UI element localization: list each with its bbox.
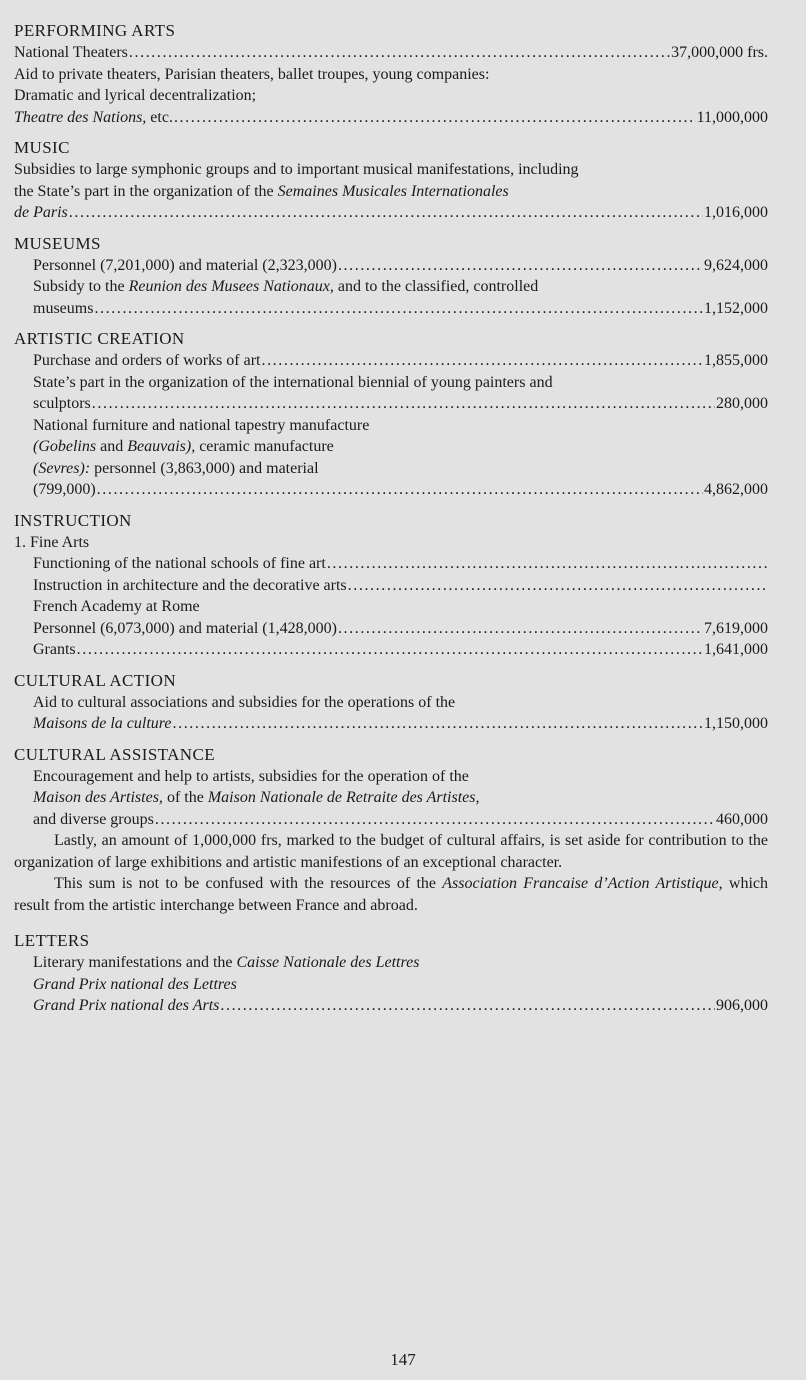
italic-text: Reunion des Musees Nationaux: [128, 278, 330, 295]
line-amount: 1,016,000: [704, 204, 768, 221]
dot-leader: [155, 809, 715, 831]
text-line: Subsidies to large symphonic groups and to important musical manifestations, including: [14, 161, 579, 178]
line-amount: 1,641,000: [704, 641, 768, 658]
dot-leader: [261, 350, 703, 372]
line-amount: 7,619,000: [704, 619, 768, 637]
section-letters: [14, 930, 768, 1017]
text-line: Aid to cultural associations and subsidies for the operations of the: [33, 693, 456, 711]
line-label: de Paris: [14, 204, 68, 221]
line-label: Instruction in architecture and the decorative arts: [33, 576, 347, 594]
plain-text: Subsidy to the: [33, 278, 129, 295]
plain-text: personnel (3,863,000) and material: [90, 459, 319, 477]
line-label: Grand Prix national des Arts: [33, 997, 220, 1014]
budget-line-music: [14, 202, 768, 224]
line-amount: 1,855,000: [704, 352, 768, 369]
line-label: Personnel (6,073,000) and material (1,428,000): [33, 619, 337, 637]
italic-text: Caisse Nationale des Lettres: [236, 954, 420, 971]
dot-leader: [173, 713, 704, 735]
italic-text: Beauvais),: [127, 438, 196, 455]
section-heading: INSTRUCTION: [14, 510, 132, 530]
plain-text: and: [96, 438, 128, 455]
dot-leader: [327, 553, 767, 575]
budget-line-sculptors: [14, 393, 768, 415]
text-line: Encouragement and help to artists, subsidies for the operation of the: [33, 767, 469, 785]
section-performing-arts: [14, 20, 768, 128]
section-cultural-action: [14, 670, 768, 735]
italic-text: (Gobelins: [33, 438, 97, 455]
dot-leader: [77, 639, 703, 661]
line-amount: 460,000: [716, 810, 768, 828]
plain-text: Literary manifestations and the: [33, 954, 237, 971]
line-amount: 280,000: [716, 395, 768, 412]
plain-text: the State’s part in the organization of the: [14, 182, 278, 200]
line-label: Grants: [33, 641, 76, 658]
dot-leader: [129, 42, 670, 64]
dot-leader: [97, 479, 703, 501]
budget-line-functioning: [14, 553, 768, 575]
line-amount: 4,862,000: [704, 481, 768, 498]
section-music: [14, 137, 768, 224]
paragraph-exhibitions: Lastly, an amount of 1,000,000 frs, marked to the budget of cultural affairs, is set aside for contribution to the organization of large exhibitions and artistic manifestions of an exceptional character.: [14, 832, 768, 871]
text-line: [14, 436, 768, 458]
budget-line-museum-personnel: [14, 255, 768, 277]
plain-text: of the: [162, 789, 208, 806]
section-heading: PERFORMING ARTS: [14, 21, 176, 40]
dot-leader: [69, 202, 703, 224]
italic-text: Association Francaise d’Action Artistique,: [442, 875, 723, 892]
budget-line-grants: [14, 639, 768, 661]
page-number: 147: [390, 1350, 416, 1369]
text-line: [14, 181, 768, 203]
line-amount: 11,000,000: [696, 108, 768, 126]
italic-text: (Sevres):: [33, 459, 91, 477]
budget-line-diverse-groups: [14, 809, 768, 831]
text-line: National furniture and national tapestry manufacture: [33, 416, 370, 434]
text-line: [14, 787, 768, 809]
budget-line-instruction-personnel: [14, 618, 768, 640]
italic-text: Maison Nationale de Retraite des Artistes,: [207, 789, 480, 806]
section-heading: CULTURAL ASSISTANCE: [14, 744, 215, 764]
budget-line-maisons-culture: [14, 713, 768, 735]
line-label: Purchase and orders of works of art: [33, 352, 261, 369]
line-label: and diverse groups: [33, 810, 154, 828]
italic-text: Grand Prix national des Lettres: [33, 975, 237, 993]
line-label: Functioning of the national schools of fine art: [33, 555, 326, 572]
budget-line-museums: [14, 298, 768, 320]
budget-line-theatre-des-nations: [14, 107, 768, 129]
section-heading: ARTISTIC CREATION: [14, 329, 185, 348]
line-amount: 9,624,000: [704, 256, 768, 274]
section-museums: [14, 233, 768, 320]
text-line: [14, 974, 768, 996]
text-line: State’s part in the organization of the international biennial of young painters and: [33, 373, 553, 391]
section-instruction: [14, 510, 768, 661]
line-label: National Theaters: [14, 44, 128, 61]
plain-text: , and to the classified, controlled: [329, 278, 539, 295]
line-label: Personnel (7,201,000) and material (2,323,000): [33, 256, 337, 274]
budget-line-grand-prix-arts: [14, 995, 768, 1017]
dot-leader: [338, 255, 703, 277]
plain-text: which result from the artistic interchange between France and abroad.: [14, 875, 768, 914]
plain-text: ceramic manufacture: [195, 438, 334, 455]
budget-line-manufacture-material: [14, 479, 768, 501]
section-artistic-creation: [14, 328, 768, 501]
dot-leader: [338, 618, 703, 640]
section-heading: MUSEUMS: [14, 233, 101, 253]
budget-line-purchase: [14, 350, 768, 372]
section-cultural-assistance: [14, 744, 768, 917]
italic-text: Theatre des Nations,: [14, 108, 147, 126]
text-line: [14, 952, 768, 974]
text-line: Aid to private theaters, Parisian theaters, ballet troupes, young companies:: [14, 65, 490, 83]
text-line: [14, 276, 768, 298]
line-label: museums: [33, 299, 94, 317]
line-amount: 1,150,000: [704, 715, 768, 732]
dot-leader: [220, 995, 715, 1017]
line-amount: 37,000,000 frs.: [671, 44, 768, 61]
line-amount: 906,000: [716, 997, 768, 1014]
budget-line-architecture: [14, 575, 768, 597]
section-heading: LETTERS: [14, 931, 90, 950]
italic-text: Maison des Artistes,: [33, 789, 163, 806]
line-label: sculptors: [33, 395, 91, 412]
text-line: [14, 458, 768, 480]
plain-text: etc.: [146, 108, 173, 126]
line-label: [14, 107, 173, 129]
dot-leader: [174, 107, 696, 129]
line-label: Maisons de la culture: [33, 715, 172, 732]
text-line: Dramatic and lyrical decentralization;: [14, 87, 257, 104]
paragraph-association: [14, 873, 768, 916]
italic-text: Semaines Musicales Internationales: [277, 182, 509, 200]
dot-leader: [92, 393, 715, 415]
dot-leader: [94, 298, 703, 320]
section-heading: CULTURAL ACTION: [14, 670, 176, 690]
plain-text: This sum is not to be confused with the resources of the: [54, 875, 443, 892]
dot-leader: [348, 575, 767, 597]
text-line: 1. Fine Arts: [14, 533, 90, 551]
text-line: French Academy at Rome: [33, 598, 200, 615]
budget-line-national-theaters: [14, 42, 768, 64]
section-heading: MUSIC: [14, 138, 70, 157]
line-label: (799,000): [33, 481, 96, 498]
line-amount: 1,152,000: [704, 299, 768, 317]
